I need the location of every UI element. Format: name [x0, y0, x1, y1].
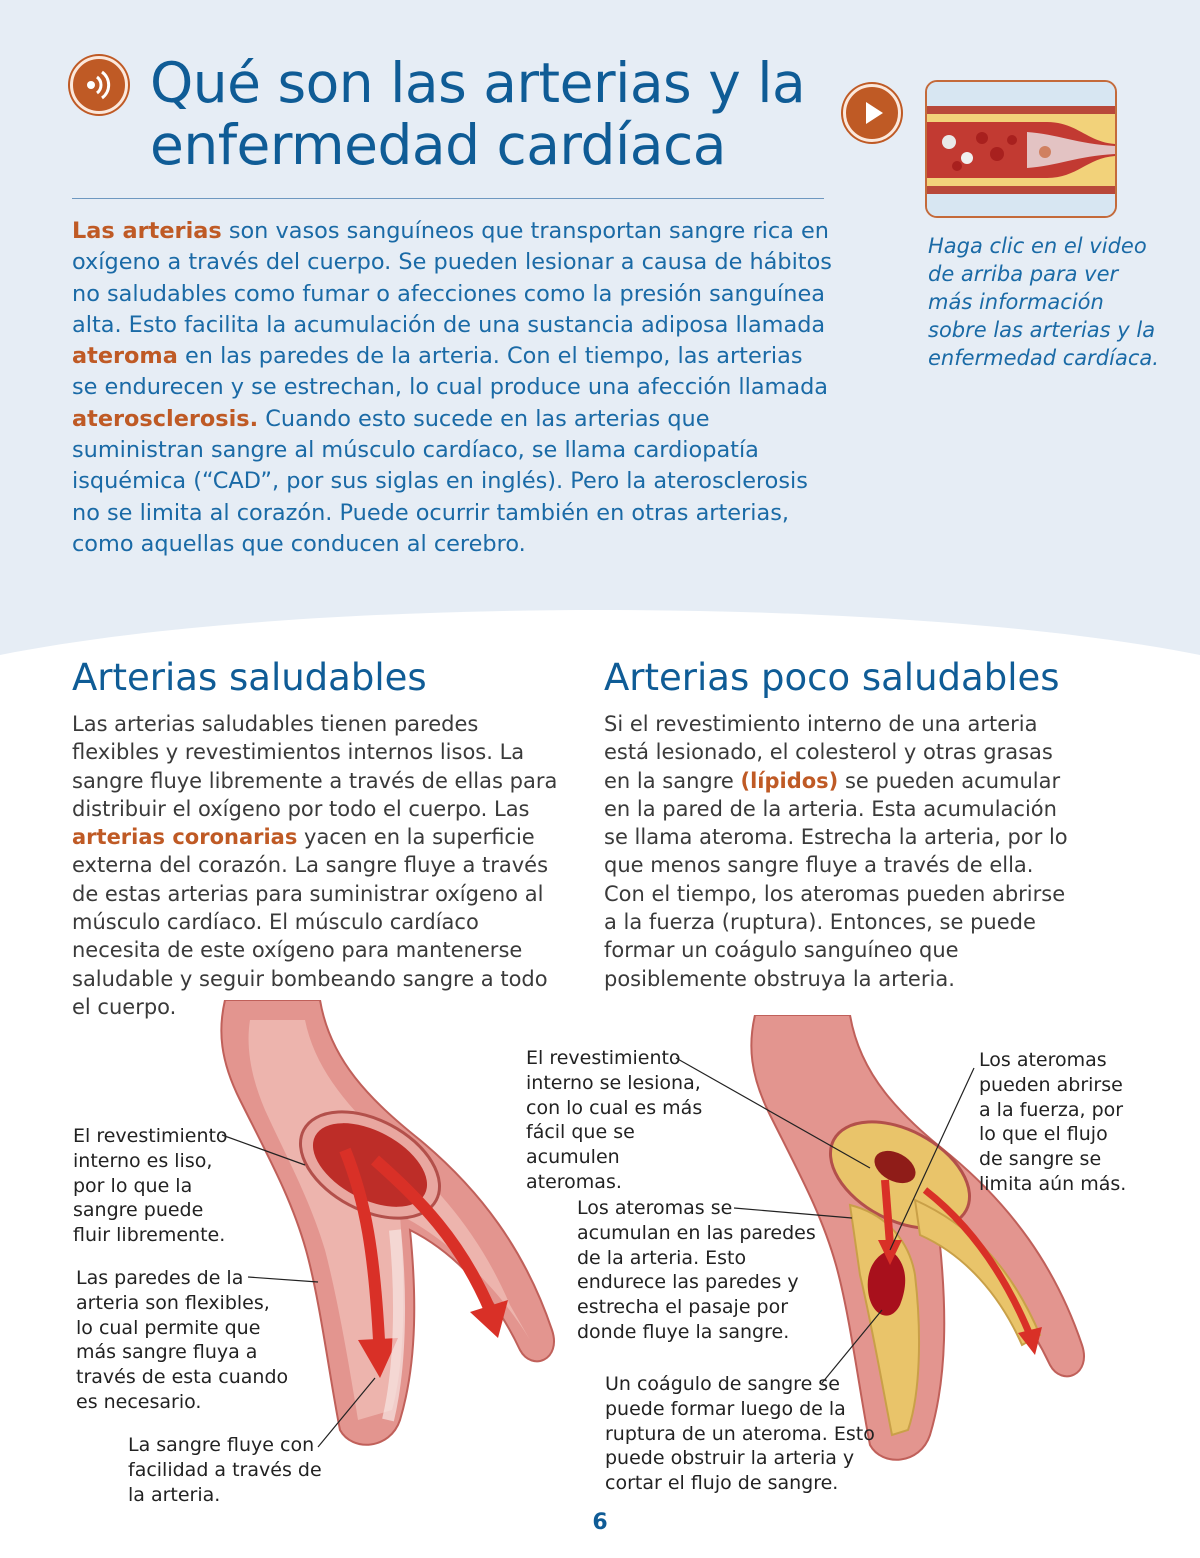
term-arterias: Las arterias [72, 218, 222, 244]
intro-paragraph [72, 216, 832, 560]
unhealthy-section-title: Arterias poco saludables [604, 656, 1060, 699]
healthy-section-title: Arterias saludables [72, 656, 427, 699]
label-flexible-walls: Las paredes de la arteria son flexibles, lo cual permite que más sangre fluya a través de esta cuando es necesario. [76, 1267, 289, 1413]
label-lining-injured: El revestimiento interno se lesiona, con lo cual es más fácil que se acumulen ateromas. [526, 1047, 703, 1193]
term-lipidos: (lípidos) [740, 768, 839, 793]
page-title: Qué son las arterias y la enfermedad cardíaca [150, 51, 806, 177]
label-blood-clot: Un coágulo de sangre se puede formar luego de la ruptura de un ateroma. Esto puede obstruir la arteria y cortar el flujo de sangre. [605, 1373, 875, 1495]
unhealthy-section-body [604, 710, 1079, 993]
term-aterosclerosis: aterosclerosis. [72, 405, 259, 432]
intro-text-2: en las paredes de la arteria. Con el tiempo, las arterias se endurecen y se estrechan, lo cual produce una afección llamada [72, 343, 829, 401]
audio-button[interactable] [70, 56, 128, 114]
healthy-text-1: Las arterias saludables tienen paredes flexibles y revestimientos internos lisos. La sangre fluye libremente a través de ellas para distribuir el oxígeno por todo el cuerpo. Las [72, 712, 558, 821]
video-thumbnail[interactable] [925, 80, 1117, 218]
video-play-button[interactable] [843, 84, 901, 142]
intro-text-3: Cuando esto sucede en las arterias que suministran sangre al músculo cardíaco, se llama cardiopatía isquémica (“CAD”, por sus siglas en inglés). Pero la aterosclerosis no se limita al corazón. Puede ocurrir también en otras arterias, como aquellas que conducen al cerebro. [72, 405, 808, 557]
audio-play-icon [82, 68, 116, 102]
video-play-icon [857, 98, 887, 128]
unhealthy-text-1: Si el revestimiento interno de una arteria está lesionado, el colesterol y otras grasas en la sangre [604, 712, 1053, 793]
healthy-text-2: yacen en la superficie externa del corazón. La sangre fluye a través de estas arterias para suministrar oxígeno al músculo cardíaco. El músculo cardíaco necesita de este oxígeno para mantenerse saludable y seguir bombeando sangre a todo el cuerpo. [72, 825, 549, 1019]
term-coronarias: arterias coronarias [72, 825, 298, 850]
video-caption: Haga clic en el video de arriba para ver más información sobre las arterias y la enfermedad cardíaca. [928, 234, 1159, 370]
label-blood-flows: La sangre fluye con facilidad a través de la arteria. [128, 1434, 322, 1506]
intro-text-1: son vasos sanguíneos que transportan sangre rica en oxígeno a través del cuerpo. Se pueden lesionar a causa de hábitos no saludables como fumar o afecciones como la presión sanguínea alta. Esto facilita la acumulación de una sustancia adiposa llamada [72, 218, 832, 338]
term-ateroma: ateroma [72, 343, 178, 370]
healthy-section-body [72, 710, 567, 1021]
unhealthy-text-2: se pueden acumular en la pared de la arteria. Esta acumulación se llama ateroma. Estrecha la arteria, por lo que menos sangre fluye a través de ella. Con el tiempo, los ateromas pueden abrirse a la fuerza (ruptura). Entonces, se puede formar un coágulo sanguíneo que posiblemente obstruya la arteria. [604, 768, 1068, 991]
title-divider [72, 198, 824, 199]
label-atheroma-rupture: Los ateromas pueden abrirse a la fuerza, por lo que el flujo de sangre se limita aún más. [979, 1049, 1127, 1195]
label-smooth-lining: El revestimiento interno es liso, por lo que la sangre puede fluir libremente. [73, 1125, 228, 1247]
label-atheroma-buildup: Los ateromas se acumulan en las paredes de la arteria. Esto endurece las paredes y estrecha el pasaje por donde fluye la sangre. [577, 1197, 816, 1343]
artery-video-image [927, 82, 1115, 216]
page-number: 6 [592, 1510, 608, 1535]
